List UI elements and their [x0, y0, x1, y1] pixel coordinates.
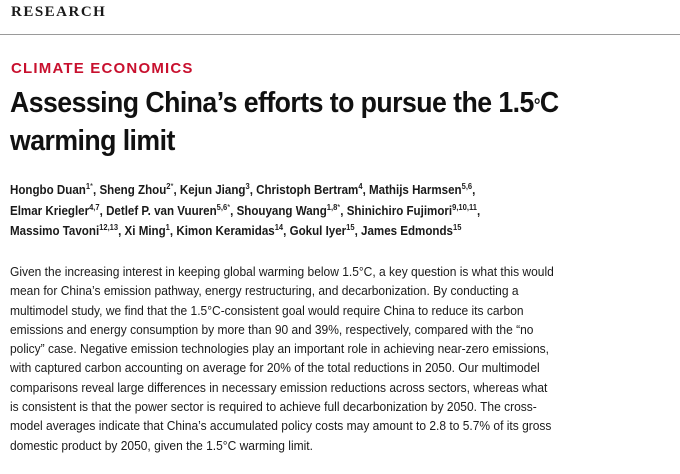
author-name[interactable]: Shinichiro Fujimori: [346, 202, 453, 218]
author: Hongbo Duan$^{1*}$,: [10, 181, 100, 197]
section-label: RESEARCH: [11, 4, 107, 20]
author-name[interactable]: Gokul Iyer: [289, 223, 347, 238]
author-affiliation: 1*: [85, 181, 94, 191]
author: Christoph Bertram$^4$,: [256, 181, 370, 197]
author-affiliation: 15: [452, 222, 462, 232]
author: Shouyang Wang$^{1,8*}$,: [236, 201, 347, 218]
abstract-line: with captured carbon accounting on average for 20% of the total reductions in 2050. Our multimodel: [10, 360, 540, 376]
author-affiliation: 14: [274, 222, 284, 232]
author-affiliation: 1: [165, 222, 170, 232]
author-affiliation: 4: [358, 181, 363, 191]
author-affiliation: 5,6: [461, 181, 473, 191]
author: Detlef P. van Vuuren$^{5,6*}$,: [106, 201, 237, 218]
category-label: CLIMATE ECONOMICS: [11, 60, 194, 77]
author: Mathijs Harmsen$^{5,6}$,: [369, 181, 476, 197]
author-name[interactable]: Elmar Kriegler: [10, 202, 90, 218]
abstract: [10, 262, 669, 455]
abstract-line: policy” case. Negative emission technologies play an important role in achieving near-zero emissions,: [10, 341, 549, 357]
corresponding-star: *: [337, 201, 341, 212]
author-name[interactable]: Massimo Tavoni: [10, 223, 100, 238]
author: Kejun Jiang$^3$,: [179, 181, 257, 197]
author-line-3: [10, 223, 461, 238]
author-affiliation: 2*: [166, 181, 174, 191]
author-name[interactable]: Shouyang Wang: [236, 202, 327, 218]
title-degree: °: [533, 95, 540, 115]
author: Kimon Keramidas$^{14}$,: [176, 222, 290, 238]
abstract-line: domestic product by 2050, given the 1.5°C warming limit.: [10, 437, 313, 453]
author-name[interactable]: Sheng Zhou: [99, 182, 167, 197]
author: Elmar Kriegler$^{4,7}$,: [10, 201, 107, 218]
author-affiliation: 4,7: [89, 201, 100, 212]
corresponding-star: *: [227, 201, 231, 212]
author-name[interactable]: Detlef P. van Vuuren: [106, 202, 217, 218]
abstract-line: mean for China’s emission pathway, energy restructuring, and decarbonization. By conducting a: [10, 283, 519, 299]
abstract-line: is consistent is that the power sector is required to achieve full decarbonization by 2050. The cross-: [10, 399, 537, 415]
author-name[interactable]: James Edmonds: [361, 223, 453, 238]
author-name[interactable]: Xi Ming: [124, 223, 166, 238]
corresponding-star: *: [90, 181, 94, 191]
article-title: [10, 84, 617, 160]
author-name[interactable]: Christoph Bertram: [256, 182, 359, 197]
abstract-line: Given the increasing interest in keeping global warming below 1.5°C, a key question is what this would: [10, 264, 554, 279]
abstract-line: multimodel study, we find that the 1.5°C-consistent goal would require China to reduce its carbon: [10, 302, 524, 318]
title-line1-main: Assessing China’s efforts to pursue the 1.5: [10, 87, 534, 119]
author-name[interactable]: Mathijs Harmsen: [369, 182, 462, 197]
author-affiliation: 1,8*: [326, 201, 341, 212]
author: Sheng Zhou$^{2*}$,: [99, 181, 180, 197]
corresponding-star: *: [170, 181, 174, 191]
author: Shinichiro Fujimori$^{9,10,11}$,: [346, 201, 481, 218]
author-name[interactable]: Hongbo Duan: [10, 182, 86, 197]
author-affiliation: 15: [346, 222, 355, 232]
author-line-2: [10, 203, 480, 218]
abstract-line: emissions and energy consumption by more than 90 and 39%, respectively, compared with the “no: [10, 321, 534, 337]
author-affiliation: 3: [245, 181, 250, 191]
author-affiliation: 5,6*: [216, 201, 231, 212]
author: Massimo Tavoni$^{12,13}$,: [10, 222, 125, 238]
author: Xi Ming$^1$,: [124, 222, 177, 238]
abstract-line: model averages indicate that China’s accumulated policy costs may amount to 2.8 to 5.7% of its gross: [10, 418, 552, 434]
author-line-1: [10, 182, 475, 197]
author-name[interactable]: Kejun Jiang: [179, 182, 246, 197]
author-affiliation: 12,13: [99, 222, 119, 232]
title-line2: warming limit: [10, 125, 175, 157]
header-divider: [0, 34, 680, 35]
author: [361, 223, 461, 238]
author-list: [10, 180, 651, 242]
author: Gokul Iyer$^{15}$,: [289, 222, 362, 238]
abstract-line: comparisons reveal large differences in necessary emission reductions across sectors, whereas what: [10, 379, 548, 395]
author-name[interactable]: Kimon Keramidas: [176, 223, 275, 238]
title-line1-end: C: [539, 87, 559, 119]
author-affiliation: 9,10,11: [452, 201, 477, 212]
